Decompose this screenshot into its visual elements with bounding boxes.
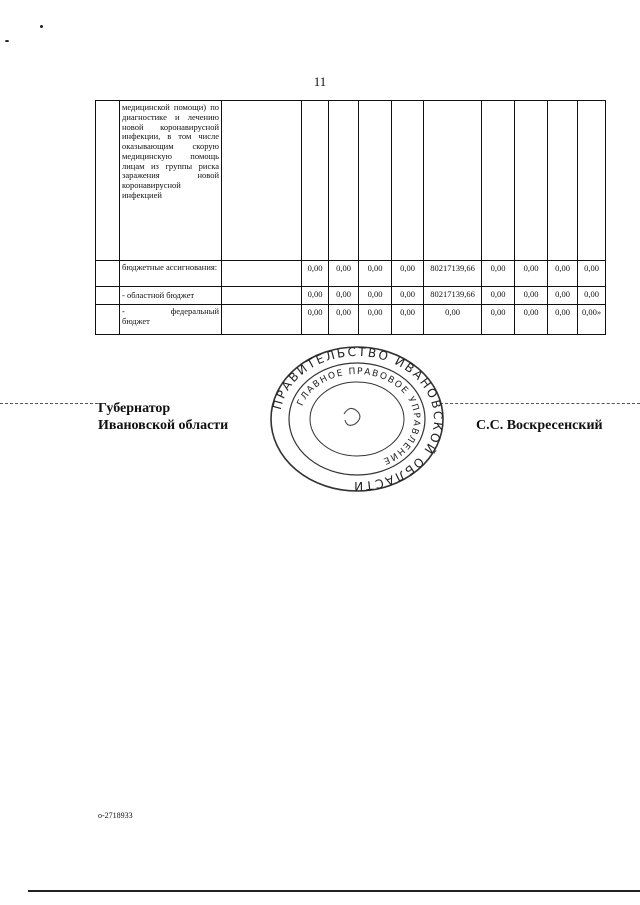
table-cell: 0,00 [482,287,515,305]
table-cell [392,101,424,261]
table-cell: 0,00 [548,305,578,335]
table-cell: 0,00 [392,305,424,335]
scan-speck [40,25,43,28]
row-description [120,305,222,335]
table-cell: 0,00 [548,287,578,305]
table-row [96,101,606,261]
document-code: о-2718933 [98,811,133,820]
page-number: 11 [313,74,327,89]
table-row [96,261,606,287]
table-cell: 0,00 [578,261,606,287]
seal-outer-text-path: ПРАВИТЕЛЬСТВО ИВАНОВСКОЙ ОБЛАСТИ [269,344,446,494]
table-cell [482,101,515,261]
official-seal [268,344,446,494]
table-cell: 0,00 [302,287,329,305]
table-cell: 0,00 [302,305,329,335]
scan-dash-line [0,403,98,404]
table-cell [222,287,302,305]
row-description: бюджетные ассигнования: [120,261,222,287]
table-cell [96,101,120,261]
table-cell: 0,00 [424,305,482,335]
table-cell: 0,00 [392,261,424,287]
table-cell: 0,00 [329,305,359,335]
signatory-name: С.С. Воскресенский [476,418,603,433]
table-cell: 80217139,66 [424,287,482,305]
seal-emblem-icon [344,408,360,425]
table-cell: 0,00 [392,287,424,305]
signatory-title-line: Губернатор [98,401,171,416]
table-cell: 0,00» [578,305,606,335]
budget-table [95,100,606,335]
table-cell [424,101,482,261]
scan-bottom-edge [28,890,640,892]
table-cell [222,261,302,287]
row-description-word: бюджет [122,315,150,326]
table-cell [96,261,120,287]
table-cell [222,101,302,261]
table-cell [578,101,606,261]
row-description: медицинской помощи) по диагностике и лечению новой коронавирусной инфекции, в том числе оказывающим скорую медицинскую помощь лицам из группы риска заражения новой коронавирусной инфекцией [120,101,222,261]
seal-middle-ring [289,363,425,475]
table-cell: 0,00 [515,261,548,287]
table-cell: 0,00 [515,305,548,335]
scan-dash-line [440,403,640,404]
table-cell: 0,00 [548,261,578,287]
table-cell [222,305,302,335]
table-cell: 0,00 [515,287,548,305]
seal-inner-ring [310,382,404,456]
table-cell [329,101,359,261]
seal-inner-text-path: ГЛАВНОЕ ПРАВОВОЕ УПРАВЛЕНИЕ [295,366,422,467]
table-cell: 0,00 [329,287,359,305]
row-description: - областной бюджет [120,287,222,305]
table-cell: 0,00 [482,261,515,287]
table-cell: 0,00 [482,305,515,335]
signatory-title-line: Ивановской области [98,418,229,433]
scan-speck [5,40,9,42]
table-cell: 80217139,66 [424,261,482,287]
table-cell: 0,00 [329,261,359,287]
table-row [96,287,606,305]
signatory-title [98,400,228,434]
table-cell [548,101,578,261]
table-cell [96,287,120,305]
table-cell: 0,00 [359,305,392,335]
table-cell: 0,00 [302,261,329,287]
row-description-word: федеральный [170,306,219,316]
table-cell [515,101,548,261]
table-cell [359,101,392,261]
row-description-dash: - [122,306,125,316]
table-row [96,305,606,335]
table-cell: 0,00 [359,287,392,305]
table-cell [302,101,329,261]
table-cell: 0,00 [578,287,606,305]
table-cell [96,305,120,335]
table-cell: 0,00 [359,261,392,287]
